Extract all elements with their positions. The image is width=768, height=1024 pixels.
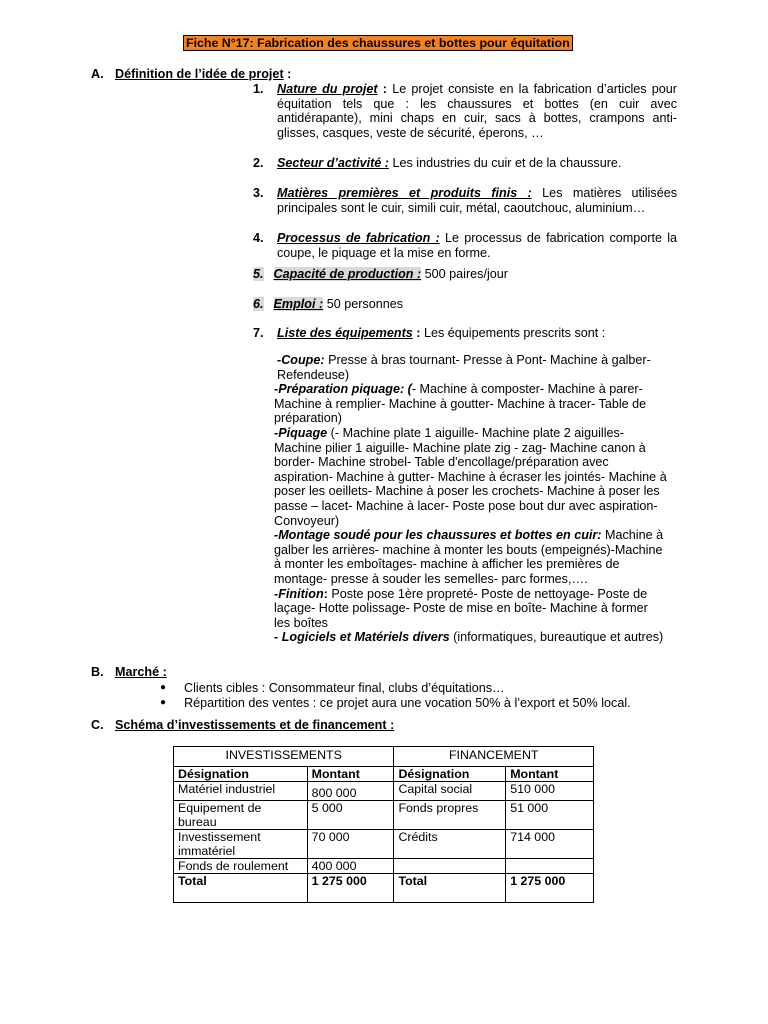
equip-piquage-line-1 [274, 426, 664, 441]
page-title: Fiche N°17: Fabrication des chaussures et bottes pour équitation [183, 35, 573, 51]
equip-finition-line-3: les boîtes [274, 615, 328, 630]
section-a-heading [91, 67, 292, 82]
equip-piquage-text-1: (- Machine plate 1 aiguille- Machine plate 2 aiguilles- [327, 425, 624, 440]
equip-preparation-text-1: - Machine à composter- Machine à parer- [411, 382, 643, 397]
col-designation-invest: Désignation [174, 767, 308, 782]
equip-piquage-line-6: passe – lacet- Machine à lacer- Poste pose bout dur avec aspiration- [274, 498, 658, 513]
table-row [174, 782, 594, 801]
total-value-invest: 1 275 000 [307, 874, 394, 903]
item-6-label: Emploi : [273, 297, 324, 311]
table-cell: Capital social [394, 782, 506, 801]
table-cell [394, 859, 506, 874]
item-1 [277, 82, 677, 140]
equip-piquage-line-5: poser les oeillets- Machine à poser les crochets- Machine à poser les [274, 484, 660, 499]
item-4-number: 4. [253, 231, 264, 245]
section-c-heading [91, 718, 395, 733]
equip-piquage-line-4: aspiration- Machine à gutter- Machine à écraser les jointés- Machine à [274, 469, 667, 484]
col-montant-fin: Montant [506, 767, 594, 782]
item-1-number: 1. [253, 82, 264, 96]
table-column-header-row [174, 767, 594, 782]
section-a-label: Définition de l’idée de projet [115, 67, 284, 81]
equipment-list [274, 353, 667, 645]
item-4-text: Le processus de fabrication comporte la coupe, le piquage et la mise en forme. [277, 231, 677, 260]
col-montant-invest: Montant [307, 767, 394, 782]
table-cell: Fonds de roulement [174, 859, 308, 874]
table-row [174, 830, 594, 859]
section-b-letter: B. [91, 665, 104, 679]
equip-montage-line-2: galber les arrières- machine à monter les bouts (empeignés)-Machine [274, 542, 663, 557]
item-5 [253, 267, 508, 282]
equip-coupe-label: -Coupe: [277, 353, 325, 367]
table-cell: 400 000 [307, 859, 394, 874]
equip-logiciels-line [274, 630, 664, 645]
total-label-invest: Total [174, 874, 308, 903]
item-7-text: Les équipements prescrits sont : [420, 326, 606, 340]
section-a-letter: A. [91, 67, 104, 81]
table-cell: 510 000 [506, 782, 594, 801]
item-3 [277, 186, 677, 215]
table-group-header-row [174, 747, 594, 767]
bullet-icon: ● [160, 682, 167, 693]
equip-coupe-line-2: Refendeuse) [277, 367, 350, 382]
item-5-label: Capacité de production : [273, 267, 422, 281]
table-cell: Fonds propres [394, 801, 506, 830]
item-2-label: Secteur d’activité : [277, 156, 389, 170]
market-item-1: Clients cibles : Consommateur final, clubs d’équitations… [184, 681, 505, 695]
equip-finition-text-1: Poste pose 1ère propreté- Poste de nettoyage- Poste de [327, 586, 648, 601]
item-5-text: 500 paires/jour [421, 267, 508, 281]
bullet-icon: ● [160, 697, 167, 708]
section-b-heading [91, 665, 167, 680]
section-c-letter: C. [91, 718, 104, 732]
total-label-fin: Total [394, 874, 506, 903]
equip-finition-line-1 [274, 587, 664, 602]
item-1-text: Le projet consiste en la fabrication d’articles pour équitation tels que : les chaussures et bottes (en cuir avec antidérapante), mini chaps en cuir, sacs à bottes, crampons anti-glisses, casques, veste de sécurité, éperons, … [277, 82, 677, 140]
table-cell: 70 000 [307, 830, 394, 859]
equip-finition-label: -Finition [274, 586, 324, 601]
equip-piquage-label: -Piquage [274, 425, 328, 440]
equip-montage-line-3: à monter les emboîtages- machine à afficher les premières de [274, 557, 620, 572]
equip-preparation-label: -Préparation piquage: ( [274, 382, 412, 397]
equip-preparation-line-2: Machine à remplier- Machine à goutter- Machine à tracer- Table de [274, 396, 647, 411]
table-cell: Matériel industriel [174, 782, 308, 801]
group-financement: FINANCEMENT [394, 747, 594, 767]
equip-piquage-line-2: Machine pilier 1 aiguille- Machine plate zig - zag- Machine canon à [274, 440, 646, 455]
item-2 [277, 156, 677, 171]
table-cell: 51 000 [506, 801, 594, 830]
equip-logiciels-text: (informatiques, bureautique et autres) [449, 630, 664, 645]
equip-preparation-line-1 [274, 382, 664, 397]
item-7-number: 7. [253, 326, 264, 340]
table-cell: 5 000 [307, 801, 394, 830]
equip-finition-line-2: laçage- Hotte polissage- Poste de mise en boîte- Machine à former [274, 601, 648, 616]
item-1-label: Nature du projet [277, 82, 378, 96]
equip-preparation-line-3: préparation) [274, 411, 342, 426]
section-c-label: Schéma d’investissements et de financement : [115, 718, 395, 732]
table-cell: Investissement immatériel [174, 830, 308, 859]
equip-montage-line-4: montage- presse à souder les semelles- parc formes,…. [274, 571, 588, 586]
equip-montage-line-1 [274, 528, 664, 543]
item-1-colon: : [377, 82, 388, 96]
col-designation-fin: Désignation [394, 767, 506, 782]
item-7-colon: : [412, 326, 421, 340]
table-cell: Crédits [394, 830, 506, 859]
item-6-number: 6. [253, 297, 264, 311]
group-investissements: INVESTISSEMENTS [174, 747, 394, 767]
item-3-label: Matières premières et produits finis : [277, 186, 532, 200]
total-value-fin: 1 275 000 [506, 874, 594, 903]
equip-coupe-line-1 [274, 353, 664, 368]
market-item-2: Répartition des ventes : ce projet aura une vocation 50% à l’export et 50% local. [184, 696, 631, 710]
table-row [174, 801, 594, 830]
item-6 [253, 297, 403, 312]
item-2-number: 2. [253, 156, 264, 170]
equip-montage-text-1: Machine à [601, 528, 664, 543]
table-total-row [174, 874, 594, 903]
item-7 [277, 326, 677, 341]
section-b-label: Marché : [115, 665, 167, 679]
table-cell: Equipement de bureau [174, 801, 308, 830]
table-cell [506, 859, 594, 874]
item-4 [277, 231, 677, 260]
item-3-number: 3. [253, 186, 264, 200]
equip-finition-colon: : [323, 586, 328, 601]
equip-montage-label: -Montage soudé pour les chaussures et bottes en cuir: [274, 528, 602, 543]
item-4-label: Processus de fabrication : [277, 231, 440, 245]
item-7-label: Liste des équipements [277, 326, 413, 340]
table-row [174, 859, 594, 874]
equip-piquage-line-7: Convoyeur) [274, 513, 340, 528]
item-3-text: Les matières utilisées principales sont le cuir, simili cuir, métal, caoutchouc, aluminium… [277, 186, 678, 215]
table-cell: 800 000 [307, 782, 394, 801]
equip-logiciels-label: - Logiciels et Matériels divers [274, 630, 450, 645]
investment-financing-table [173, 746, 594, 903]
table-cell: 714 000 [506, 830, 594, 859]
equip-coupe-text-1: Presse à bras tournant- Presse à Pont- Machine à galber- [324, 353, 651, 367]
item-2-text: Les industries du cuir et de la chaussure. [389, 156, 622, 170]
section-a-colon: : [283, 67, 292, 81]
item-6-text: 50 personnes [323, 297, 404, 311]
item-5-number: 5. [253, 267, 264, 281]
equip-piquage-line-3: border- Machine strobel- Table d'encollage/préparation avec [274, 455, 609, 470]
